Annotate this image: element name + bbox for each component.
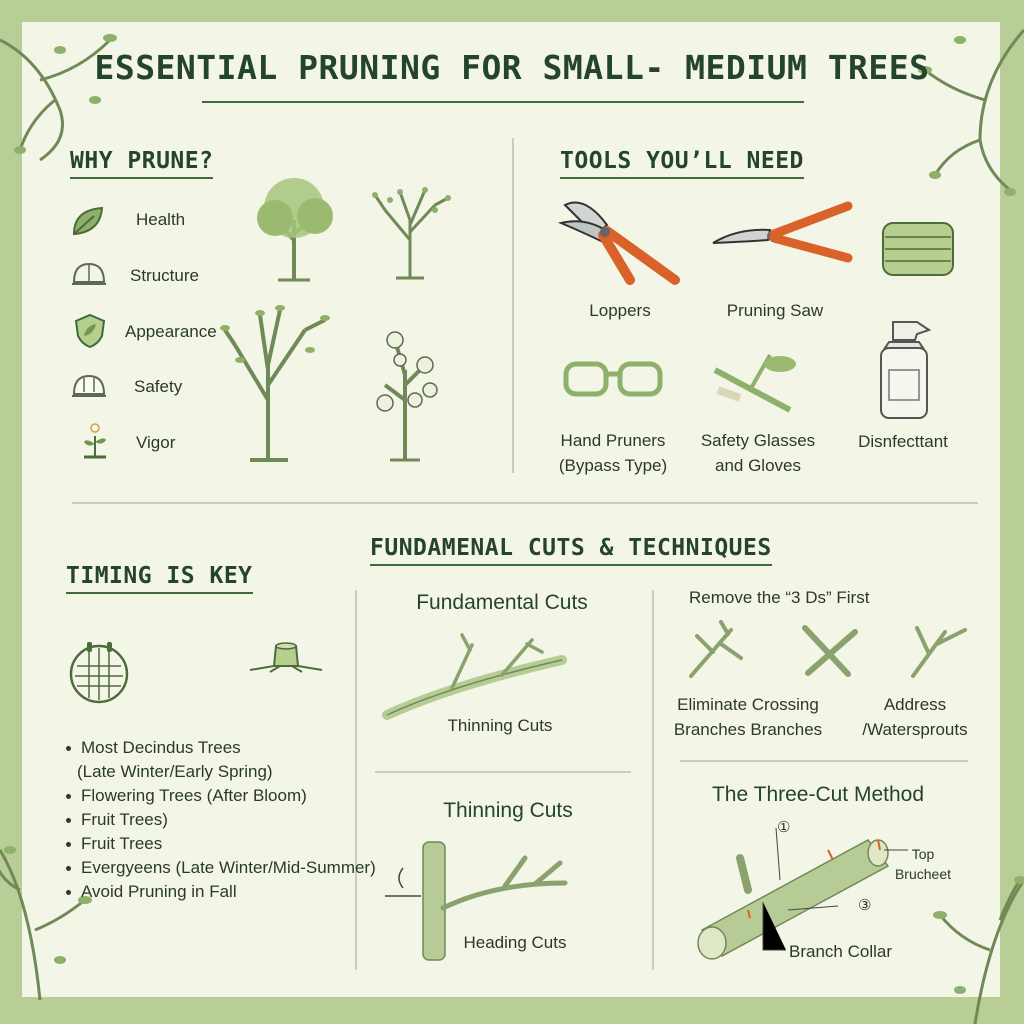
fundamental-cut-branch-icon xyxy=(382,630,572,722)
why-item-safety: Safety xyxy=(134,377,183,396)
cut-step-1-label: ① xyxy=(777,819,791,836)
vertical-divider-bottom-right xyxy=(652,590,654,970)
timing-item: Fruit Trees xyxy=(66,832,376,856)
safety-helmet-icon xyxy=(70,370,108,402)
divider-3ds xyxy=(680,760,968,762)
timing-item: Evergyeens (Late Winter/Mid-Summer) xyxy=(66,856,376,880)
fundamental-cuts-title: Fundamental Cuts xyxy=(416,591,588,614)
thinning-cuts-title: Thinning Cuts xyxy=(443,799,573,822)
timing-list xyxy=(66,736,376,904)
branch-tools-icon xyxy=(710,350,805,415)
timing-item: Most Decindus Trees xyxy=(66,736,376,760)
three-ds-title: Remove the “3 Ds” First xyxy=(689,588,870,607)
leafy-tree-icon xyxy=(257,178,333,280)
three-ds-branches-icon xyxy=(683,618,973,680)
tool-hand-pruners-label: Hand Pruners (Bypass Type) xyxy=(558,431,668,475)
timing-heading: TIMING IS KEY xyxy=(66,563,253,594)
crossing-branches-icon xyxy=(805,628,855,674)
top-cut-label: Top Brucheet xyxy=(894,846,952,882)
tool-disinfectant-label: Disnfecttant xyxy=(858,432,948,451)
loppers-icon xyxy=(555,195,685,290)
cuts-heading: FUNDAMENAL CUTS & TECHNIQUES xyxy=(370,535,772,566)
safety-glasses-icon xyxy=(563,358,663,400)
shield-leaf-icon xyxy=(72,312,108,350)
tool-safety-glasses-label: Safety Glasses and Gloves xyxy=(700,431,816,475)
timing-item: Fruit Trees) xyxy=(66,808,376,832)
watersprout-branch-icon xyxy=(913,628,965,676)
timing-item: Flowering Trees (After Bloom) xyxy=(66,784,376,808)
horizontal-divider xyxy=(72,502,978,504)
tree-illustrations xyxy=(220,170,510,470)
spray-bottle-icon xyxy=(875,318,935,423)
dead-branch-icon xyxy=(691,622,741,676)
page-title: ESSENTIAL PRUNING FOR SMALL- MEDIUM TREES xyxy=(94,48,930,87)
thinning-cuts-caption: Heading Cuts xyxy=(463,933,567,952)
bare-tree-icon xyxy=(375,190,448,278)
why-item-vigor: Vigor xyxy=(136,433,176,452)
tool-pruning-saw-label: Pruning Saw xyxy=(726,301,824,320)
sprout-sun-icon xyxy=(78,420,112,460)
branch-collar-label: Branch Collar xyxy=(789,942,892,961)
young-tree-icon xyxy=(225,310,325,460)
three-ds-caption-watersprouts: Address /Watersprouts xyxy=(862,695,968,739)
tool-loppers-label: Loppers xyxy=(589,301,651,320)
why-item-appearance: Appearance xyxy=(125,322,217,341)
title-underline xyxy=(202,101,804,103)
three-cut-title: The Three-Cut Method xyxy=(711,783,925,806)
fundamental-cuts-caption: Thinning Cuts xyxy=(447,716,553,735)
pruning-saw-icon xyxy=(708,198,853,268)
tree-stump-icon xyxy=(246,640,326,675)
flowering-tree-icon xyxy=(377,332,437,460)
leaf-icon xyxy=(70,204,106,238)
tools-heading: TOOLS YOU’LL NEED xyxy=(560,148,804,179)
three-ds-caption-crossing: Eliminate Crossing Branches Branches xyxy=(673,695,823,739)
gloves-icon xyxy=(875,215,965,285)
timing-item: (Late Winter/Early Spring) xyxy=(77,762,273,781)
vertical-divider-top xyxy=(512,138,514,473)
why-item-structure: Structure xyxy=(130,266,199,285)
divider-cuts xyxy=(375,771,631,773)
hard-hat-icon xyxy=(70,258,108,290)
calendar-icon xyxy=(67,640,131,704)
why-item-health: Health xyxy=(136,210,186,229)
timing-item: Avoid Pruning in Fall xyxy=(66,880,376,904)
why-prune-heading: WHY PRUNE? xyxy=(70,148,213,179)
cut-step-3-label: ③ xyxy=(858,897,872,914)
